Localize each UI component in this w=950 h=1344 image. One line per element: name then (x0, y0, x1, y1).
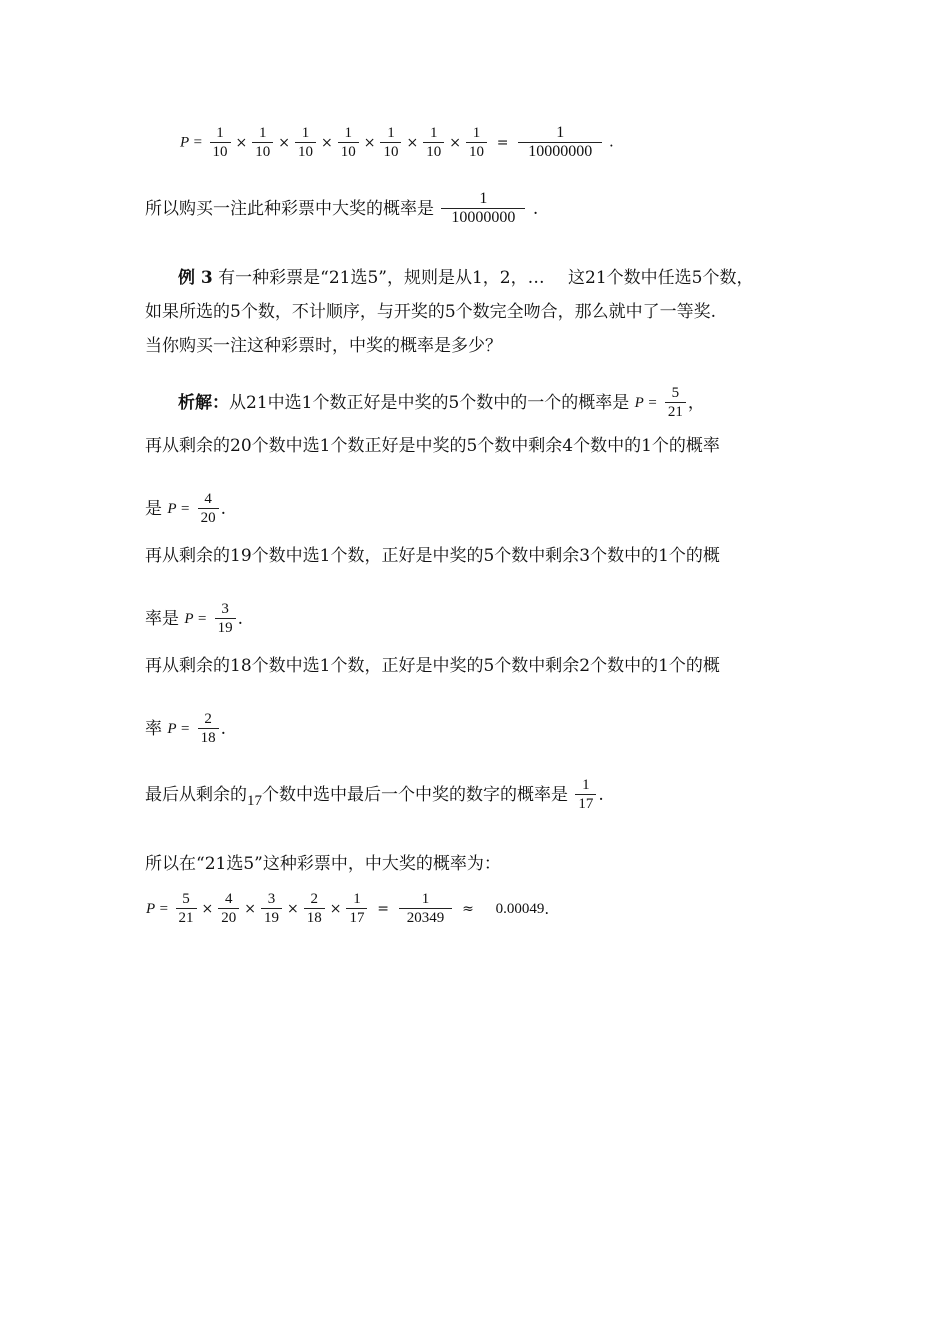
factor-fraction-den: 10 (380, 142, 401, 161)
final-factor-fraction-num: 3 (267, 891, 276, 907)
final-fracs (174, 891, 370, 926)
times-sign: × (244, 900, 257, 917)
factor-fraction-den: 10 (338, 142, 359, 161)
times-sign: × (278, 134, 291, 151)
factor-fraction-num: 1 (429, 125, 438, 141)
final-factor-fraction (176, 890, 197, 927)
solution-step2-frac (198, 490, 219, 527)
final-factor-fraction-den: 18 (304, 908, 325, 927)
factor-fraction-den: 10 (423, 142, 444, 161)
final-factor-fraction-den: 19 (261, 908, 282, 927)
solution-step4-frac (198, 710, 219, 747)
example3-line1 (178, 266, 858, 290)
factor-fraction-num: 1 (387, 125, 395, 141)
solution-step2-lhs: P = (167, 500, 191, 517)
final-factor-fraction (261, 890, 282, 927)
factor-fraction-num: 1 (472, 125, 481, 141)
solution-step2-end: . (220, 498, 226, 519)
formula1-result (518, 124, 602, 161)
formula1-end: . (609, 132, 614, 151)
solution-step4-den: 18 (198, 728, 219, 747)
times-sign: × (329, 900, 342, 917)
final-result-den: 20349 (399, 908, 453, 927)
para1-text: 所以购买一注此种彩票中大奖的概率是 (145, 198, 434, 219)
factor-fraction (210, 124, 231, 161)
final-approx-value: 0.00049 (495, 900, 545, 917)
final-result (399, 890, 453, 927)
example3-text-a: 有一种彩票是“21选5”，规则是从1，2，… (218, 268, 545, 288)
solution-step5-text-a: 最后从剩余的 (145, 784, 247, 805)
solution-step2-den: 20 (198, 508, 219, 527)
solution-step2-num: 4 (204, 491, 212, 507)
final-factor-fraction (346, 890, 367, 927)
times-sign: × (406, 134, 419, 151)
factor-fraction (466, 124, 487, 161)
solution-step3-formula (145, 600, 825, 637)
times-sign: × (235, 134, 248, 151)
final-factor-fraction (304, 890, 325, 927)
solution-step1-end: ， (687, 392, 705, 413)
times-sign: × (201, 900, 214, 917)
times-sign: × (321, 134, 333, 151)
solution-step6: 所以在“21选5”这种彩票中，中大奖的概率为： (145, 854, 501, 874)
solution-step3-line: 再从剩余的19个数中选1个数，正好是中奖的5个数中剩余3个数中的1个的概 (145, 546, 720, 566)
example3-line2: 如果所选的5个数，不计顺序，与开奖的5个数完全吻合，那么就中了一等奖. (145, 302, 717, 322)
factor-fraction (380, 124, 401, 161)
factor-fraction-num: 1 (216, 125, 224, 141)
factor-fraction (423, 124, 444, 161)
formula1-lhs: P = (180, 134, 203, 151)
factor-fraction-den: 10 (210, 142, 231, 161)
solution-step4-end: . (220, 718, 226, 739)
solution-step3-frac (215, 600, 236, 637)
final-end: . (544, 899, 550, 918)
solution-step4-line: 再从剩余的18个数中选1个数，正好是中奖的5个数中剩余2个数中的1个的概 (145, 656, 720, 676)
solution-step1-lhs: P = (634, 394, 658, 411)
factor-fraction-den: 10 (466, 142, 487, 161)
solution-step5 (145, 776, 825, 813)
solution-step5-den: 17 (575, 794, 596, 813)
final-factor-fraction-den: 17 (346, 908, 367, 927)
formula1-equals: = (496, 134, 509, 151)
solution-step1 (178, 384, 858, 421)
solution-step5-end: . (598, 784, 604, 805)
example3-line3: 当你购买一注这种彩票时，中奖的概率是多少？ (145, 336, 502, 356)
solution-step1-den: 21 (665, 402, 686, 421)
solution-step1-num: 5 (671, 385, 680, 401)
times-sign: × (287, 900, 299, 917)
final-factor-fraction-den: 20 (218, 908, 239, 927)
conclusion-paragraph-1 (145, 190, 825, 227)
solution-step1-text: 从21中选1个数正好是中奖的5个数中的一个的概率是 (229, 392, 630, 413)
solution-step1-frac (665, 384, 686, 421)
formula1-fracs (208, 125, 489, 160)
solution-step5-text-b: 个数中选中最后一个中奖的数字的概率是 (262, 784, 568, 805)
final-factor-fraction-den: 21 (176, 908, 197, 927)
solution-step5-n: 17 (247, 792, 262, 809)
solution-step4-num: 2 (204, 711, 212, 727)
final-result-num: 1 (421, 891, 430, 907)
solution-step5-num: 1 (582, 777, 590, 793)
factor-fraction-num: 1 (259, 125, 267, 141)
formula-ten-million (180, 124, 860, 161)
final-equals: = (377, 900, 389, 917)
solution-step4-formula (145, 710, 825, 747)
formula1-result-num: 1 (556, 124, 565, 141)
final-lhs: P = (146, 900, 169, 917)
para1-num: 1 (479, 190, 488, 207)
example3-label: 例 3 (178, 268, 213, 288)
solution-step2-prefix: 是 (145, 498, 162, 519)
solution-step3-den: 19 (215, 618, 236, 637)
solution-step4-lhs: P = (167, 720, 191, 737)
factor-fraction-num: 1 (344, 125, 352, 141)
solution-label: 析解： (178, 392, 229, 413)
final-factor-fraction-num: 1 (353, 891, 361, 907)
formula1-result-den: 10000000 (518, 142, 602, 161)
solution-step5-frac (575, 776, 596, 813)
factor-fraction-den: 10 (252, 142, 273, 161)
factor-fraction-num: 1 (301, 125, 310, 141)
solution-step3-lhs: P = (184, 610, 208, 627)
final-factor-fraction-num: 4 (225, 891, 233, 907)
solution-step2-line: 再从剩余的20个数中选1个数正好是中奖的5个数中剩余4个数中的1个的概率 (145, 436, 720, 456)
para1-den: 10000000 (441, 208, 525, 227)
para1-end: . (532, 198, 539, 219)
solution-step3-prefix: 率是 (145, 608, 179, 629)
final-factor-fraction-num: 2 (310, 891, 318, 907)
final-factor-fraction-num: 5 (182, 891, 190, 907)
factor-fraction-den: 10 (295, 142, 316, 161)
solution-step3-end: . (237, 608, 243, 629)
times-sign: × (449, 134, 461, 151)
final-formula (146, 890, 826, 927)
factor-fraction (295, 124, 316, 161)
solution-step4-prefix: 率 (145, 718, 162, 739)
para1-fraction (441, 190, 525, 227)
example3-text-b: 这21个数中任选5个数， (568, 268, 754, 288)
times-sign: × (363, 134, 376, 151)
solution-step2-formula (145, 490, 825, 527)
factor-fraction (338, 124, 359, 161)
final-approx: ≈ (462, 900, 474, 917)
factor-fraction (252, 124, 273, 161)
solution-step3-num: 3 (221, 601, 229, 617)
final-factor-fraction (218, 890, 239, 927)
